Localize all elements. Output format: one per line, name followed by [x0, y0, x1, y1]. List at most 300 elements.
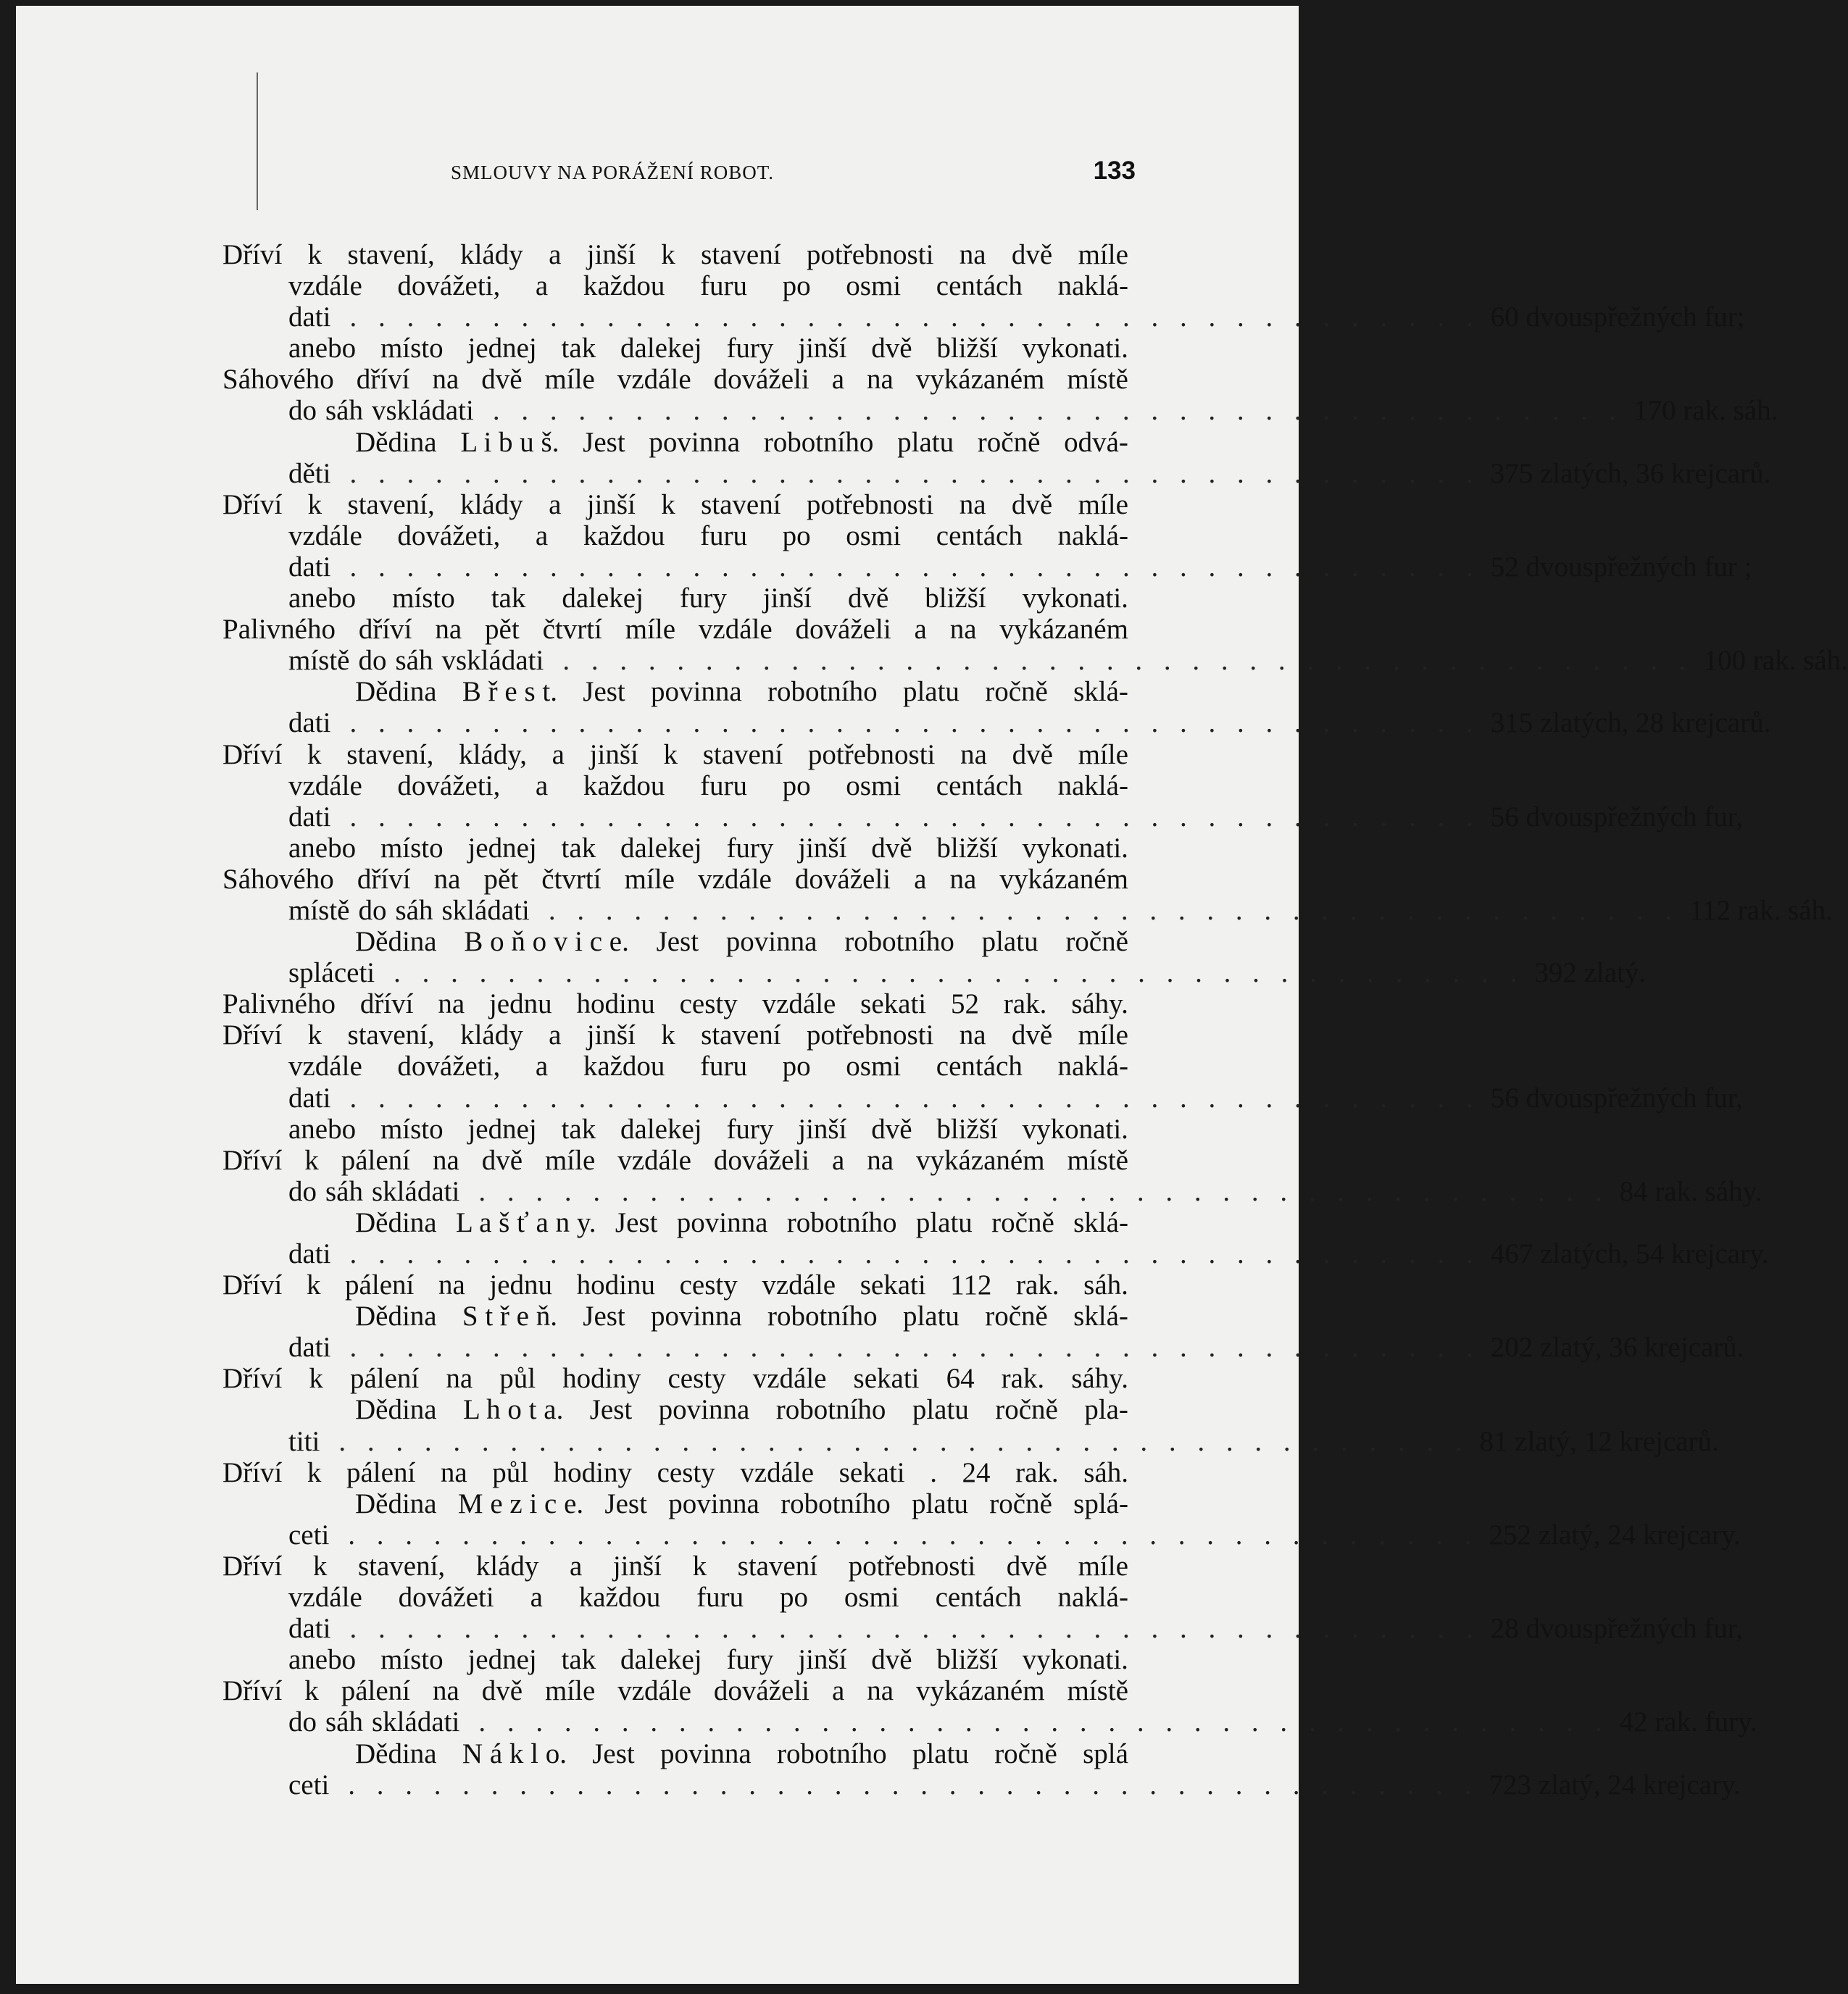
word: B o ň o v i c e. [464, 926, 629, 958]
word: a [831, 364, 845, 396]
word: ročně [985, 1301, 1048, 1332]
word: povinna [651, 1301, 742, 1332]
line-amount: 467 zlatých, 54 krejcary. [1490, 1238, 1769, 1269]
word: jednej [467, 333, 537, 364]
text-line [222, 1738, 1128, 1769]
word: skládati [441, 894, 530, 926]
word: na [435, 614, 462, 646]
word: půl [492, 1456, 529, 1488]
word: půl [499, 1363, 536, 1395]
dot-leader: . . . . . . . . . . . . . . . . . . . . . . . . . . . . . . . . . . . . . . . . [349, 1238, 1481, 1269]
word: dvě [481, 1675, 523, 1707]
word: na [867, 1675, 894, 1707]
word: tak [561, 333, 596, 364]
word: sekati [860, 988, 927, 1020]
word: S t ř e ň. [462, 1301, 557, 1332]
text-line [222, 1582, 1128, 1613]
word: Jest [592, 1738, 635, 1769]
word: k [306, 1269, 321, 1301]
word: Jest [615, 1206, 658, 1238]
word: centách [936, 520, 1023, 551]
word: po [782, 769, 811, 801]
word: pět [483, 863, 519, 895]
dot-leader: . . . . . . . . . . . . . . . . . . . . . . . . . . . . . . . . . . . . . . . . [478, 1706, 1610, 1738]
word: hodinu [576, 988, 655, 1020]
word: Dříví [222, 1456, 283, 1488]
word: klády [460, 1019, 523, 1051]
word: k [307, 1019, 322, 1051]
word: 24 [962, 1456, 991, 1488]
word: dováželi [794, 863, 891, 895]
line-amount: 315 zlatých, 28 krejcarů. [1490, 707, 1771, 739]
word: a [530, 1582, 543, 1614]
word: anebo [288, 1113, 357, 1145]
text-line [222, 1238, 1769, 1269]
word: ročně [991, 1206, 1054, 1238]
word: jednej [467, 1644, 537, 1676]
word: dalekej [620, 832, 702, 864]
word: stavení [702, 738, 783, 770]
word: pět [485, 614, 520, 646]
word: jinší [586, 1019, 636, 1051]
word: platu [897, 426, 954, 458]
text-line [222, 1051, 1128, 1082]
word: míle [1078, 1019, 1128, 1051]
word: po [782, 270, 811, 302]
text-line [222, 551, 1752, 583]
word: Dříví [222, 488, 283, 520]
word: sekati [860, 1269, 926, 1301]
word: dati [288, 1238, 331, 1269]
text-line [222, 270, 1128, 301]
word: na [440, 1456, 467, 1488]
word: jinší [798, 1113, 847, 1145]
word: dvě [871, 333, 912, 364]
word: anebo [288, 333, 357, 364]
word: dati [288, 301, 331, 333]
word: dvě [871, 1644, 912, 1676]
word: jednu [489, 1269, 553, 1301]
word: naklá- [1057, 769, 1128, 801]
word: k [661, 1019, 675, 1051]
word: 112 [950, 1269, 992, 1301]
word: k [663, 738, 678, 770]
word: místě [1067, 1144, 1128, 1176]
word: povinna [658, 1394, 750, 1426]
word: bližší [925, 583, 986, 614]
word: naklá- [1057, 1051, 1128, 1082]
word: naklá- [1057, 1582, 1128, 1614]
text-line [222, 833, 1128, 864]
word: hodiny [562, 1363, 641, 1395]
word: vzdále [288, 769, 362, 801]
word: osmi [846, 520, 902, 551]
word: cesty [657, 1456, 715, 1488]
word: odvá- [1064, 426, 1128, 458]
word: platu [981, 926, 1039, 958]
word: místě [1067, 364, 1128, 396]
word: k [661, 239, 675, 270]
word: na [867, 364, 894, 396]
word: . [930, 1456, 937, 1488]
word: vykázaném [999, 614, 1128, 646]
text-line [222, 489, 1128, 520]
word: k [307, 239, 322, 270]
dot-leader: . . . . . . . . . . . . . . . . . . . . . . . . . . . . . . . . . . . . . . . . [394, 957, 1525, 989]
text-line [222, 1613, 1743, 1645]
word: a [549, 239, 562, 270]
word: centách [936, 270, 1023, 302]
word: fury [726, 832, 774, 864]
word: pálení [346, 1456, 416, 1488]
text-line [222, 1457, 1128, 1488]
word: M e z i c e. [457, 1488, 584, 1519]
word: L a š ť a n y. [455, 1206, 596, 1238]
word: anebo [288, 583, 357, 614]
word: dvě [1012, 738, 1053, 770]
word: a [535, 270, 549, 302]
running-header [451, 157, 1136, 185]
word: naklá- [1057, 270, 1128, 302]
word: furu [700, 769, 748, 801]
word: k [661, 488, 675, 520]
word: osmi [846, 270, 902, 302]
word: Dědina [355, 1394, 437, 1426]
word: vskládati [441, 645, 544, 677]
text-line [222, 301, 1745, 333]
word: každou [578, 1582, 661, 1614]
text-line [222, 676, 1128, 707]
word: sáhy. [1071, 988, 1128, 1020]
word: do [358, 894, 387, 926]
word: do [288, 395, 317, 427]
word: sáhy. [1071, 1363, 1128, 1395]
word: Dříví [222, 1363, 283, 1395]
text-line [222, 1425, 1719, 1457]
word: na [959, 1019, 986, 1051]
word: dováželi [713, 364, 809, 396]
word: sáh [395, 894, 433, 926]
word: míle [544, 1144, 596, 1176]
word: k [307, 738, 322, 770]
word: bližší [936, 1113, 998, 1145]
word: rak. [1001, 1363, 1045, 1395]
word: 64 [946, 1363, 975, 1395]
word: dovážeti, [397, 520, 501, 551]
word: potřebnosti [806, 239, 934, 270]
page-text [222, 239, 1848, 1801]
word: sklá- [1073, 1301, 1128, 1332]
word: a [831, 1144, 845, 1176]
word: dříví [358, 614, 412, 646]
word: jednu [488, 988, 552, 1020]
word: potřebnosti [807, 738, 936, 770]
word: sklá- [1073, 1206, 1128, 1238]
text-line [222, 770, 1128, 801]
word: centách [935, 1582, 1022, 1614]
word: vykonati. [1022, 832, 1128, 864]
word: Jest [656, 926, 699, 958]
word: robotního [763, 426, 874, 458]
word: robotního [776, 1738, 887, 1769]
word: ročně [989, 1488, 1052, 1519]
word: cesty [679, 988, 738, 1020]
line-amount: 375 zlatých, 36 krejcarů. [1490, 457, 1771, 489]
word: dati [288, 1332, 331, 1364]
word: dříví [357, 863, 411, 895]
word: platu [902, 676, 960, 708]
word: sáh. [1083, 1456, 1128, 1488]
word: Jest [589, 1394, 633, 1426]
text-line [222, 988, 1128, 1019]
word: pla- [1084, 1394, 1128, 1426]
text-line [222, 1269, 1128, 1301]
word: pálení [345, 1269, 415, 1301]
text-line [222, 1175, 1762, 1207]
word: dalekej [620, 1644, 702, 1676]
word: Dříví [222, 1269, 283, 1301]
word: na [959, 488, 986, 520]
dot-leader: . . . . . . . . . . . . . . . . . . . . . . . . . . . . . . . . . . . . . . . . [349, 707, 1481, 739]
text-line [222, 864, 1128, 895]
word: povinna [660, 1738, 752, 1769]
word: na [960, 738, 987, 770]
word: vzdále [740, 1456, 815, 1488]
word: na [867, 1144, 894, 1176]
word: jinší [586, 488, 636, 520]
word: sáh [325, 395, 363, 427]
word: vzdále [288, 1582, 362, 1614]
word: klády [475, 1550, 539, 1582]
word: klády [460, 488, 523, 520]
word: a [552, 738, 565, 770]
word: vzdále [288, 1051, 362, 1082]
word: jinší [589, 738, 638, 770]
word: do [288, 1706, 317, 1738]
word: rak. [1015, 1456, 1059, 1488]
word: ročně [995, 1394, 1058, 1426]
dot-leader: . . . . . . . . . . . . . . . . . . . . . . . . . . . . . . . . . . . . . . . . [349, 801, 1481, 833]
word: platu [912, 1738, 969, 1769]
word: dováželi [795, 614, 891, 646]
text-line [222, 1332, 1744, 1364]
text-line [222, 801, 1743, 833]
line-amount: 723 zlatý, 24 krejcary. [1489, 1769, 1741, 1801]
word: děti [288, 457, 331, 489]
word: Dědina [355, 1488, 437, 1519]
line-amount: 81 zlatý, 12 krejcarů. [1479, 1425, 1719, 1457]
word: furu [700, 520, 748, 551]
word: Sáhového [222, 364, 334, 396]
word: Dědina [355, 1206, 437, 1238]
text-line [222, 239, 1128, 270]
word: rak. [1015, 1269, 1060, 1301]
word: anebo [288, 832, 357, 864]
word: furu [700, 270, 748, 302]
word: vzdále [762, 988, 836, 1020]
word: robotního [775, 1394, 886, 1426]
word: Jest [604, 1488, 647, 1519]
word: ročně [985, 676, 1048, 708]
text-line [222, 1207, 1128, 1238]
word: stavení [737, 1550, 818, 1582]
dot-leader: . . . . . . . . . . . . . . . . . . . . . . . . . . . . . . . . . . . . . . . . [548, 894, 1680, 926]
word: čtvrtí [541, 863, 602, 895]
word: platu [912, 1394, 969, 1426]
word: dati [288, 1613, 331, 1645]
word: vzdále [617, 364, 691, 396]
word: ročně [977, 426, 1041, 458]
word: na [432, 1675, 459, 1707]
word: do [288, 1175, 317, 1207]
word: sáh [395, 645, 433, 677]
word: Jest [583, 426, 625, 458]
word: stavení [701, 239, 781, 270]
word: dvě [1011, 488, 1053, 520]
dot-leader: . . . . . . . . . . . . . . . . . . . . . . . . . . . . . . . . . . . . . . . . [348, 1519, 1479, 1551]
word: dříví [356, 364, 410, 396]
word: po [782, 1051, 811, 1082]
word: L i b u š. [460, 426, 559, 458]
word: centách [936, 1051, 1023, 1082]
text-line [222, 739, 1128, 770]
word: stavení, [347, 1019, 435, 1051]
line-amount: 170 rak. sáh. [1633, 395, 1778, 427]
word: dovážeti [398, 1582, 494, 1614]
text-line [222, 333, 1128, 364]
word: sáh [325, 1706, 363, 1738]
word: platu [902, 1301, 960, 1332]
word: na [438, 1269, 465, 1301]
word: vskládati [372, 395, 474, 427]
word: Dědina [355, 1738, 437, 1769]
word: místo [380, 333, 444, 364]
word: na [433, 863, 461, 895]
word: každou [583, 520, 665, 551]
word: Dříví [222, 738, 283, 770]
text-line [222, 1114, 1128, 1145]
word: fury [726, 1113, 774, 1145]
word: a [569, 1550, 583, 1582]
word: povinna [725, 926, 817, 958]
word: vykonati. [1022, 333, 1128, 364]
word: vykázaném [999, 863, 1128, 895]
line-amount: 202 zlatý, 36 krejcarů. [1490, 1332, 1744, 1364]
word: čtvrtí [542, 614, 602, 646]
word: Dříví [222, 239, 283, 270]
word: na [949, 614, 977, 646]
word: k [304, 1144, 319, 1176]
word: N á k l o. [462, 1738, 567, 1769]
word: cesty [679, 1269, 738, 1301]
word: vykázaném [915, 1675, 1045, 1707]
word: na [432, 364, 459, 396]
word: dvě [481, 1144, 523, 1176]
word: Dříví [222, 1144, 283, 1176]
line-amount: 252 zlatý, 24 krejcary. [1489, 1519, 1741, 1551]
word: bližší [936, 832, 998, 864]
word: a [914, 863, 927, 895]
word: titi [288, 1425, 320, 1457]
word: povinna [651, 676, 742, 708]
word: stavení, [347, 488, 435, 520]
word: a [535, 520, 549, 551]
word: a [535, 1051, 549, 1082]
word: míle [1078, 488, 1128, 520]
word: míle [625, 614, 676, 646]
word: Dědina [355, 676, 437, 708]
running-title: SMLOUVY NA PORÁŽENÍ ROBOT. [451, 162, 775, 183]
word: každou [583, 1051, 665, 1082]
word: a [549, 1019, 562, 1051]
word: robotního [781, 1488, 891, 1519]
dot-leader: . . . . . . . . . . . . . . . . . . . . . . . . . . . . . . . . . . . . . . . . [349, 551, 1481, 583]
word: tak [491, 583, 526, 614]
word: hodinu [576, 1269, 655, 1301]
word: dati [288, 551, 331, 583]
word: stavení, [357, 1550, 446, 1582]
text-line [222, 1394, 1128, 1425]
text-line [222, 364, 1128, 395]
word: stavení [701, 488, 781, 520]
word: cesty [667, 1363, 726, 1395]
text-line [222, 1301, 1128, 1332]
word: dati [288, 801, 331, 833]
word: ročně [1065, 926, 1128, 958]
word: platu [915, 1206, 973, 1238]
word: k [307, 488, 322, 520]
text-line [222, 1082, 1743, 1114]
dot-leader: . . . . . . . . . . . . . . . . . . . . . . . . . . . . . . . . . . . . . . . . [349, 1082, 1481, 1114]
word: Dříví [222, 1675, 283, 1707]
word: místě [288, 894, 350, 926]
word: klády [460, 239, 523, 270]
word: k [692, 1550, 707, 1582]
word: 52 [950, 988, 979, 1020]
book-page [16, 6, 1848, 1984]
word: k [304, 1675, 319, 1707]
word: ročně [994, 1738, 1057, 1769]
word: Dědina [355, 1301, 437, 1332]
word: místo [380, 1113, 444, 1145]
word: stavení, [346, 738, 434, 770]
word: a [831, 1675, 845, 1707]
word: na [446, 1363, 473, 1395]
word: dvě [871, 1113, 912, 1145]
word: potřebnosti [806, 488, 934, 520]
word: Jest [583, 676, 625, 708]
word: míle [624, 863, 675, 895]
word: vykonati. [1022, 583, 1128, 614]
word: na [432, 1144, 459, 1176]
word: potřebnosti [848, 1550, 976, 1582]
word: sekati [853, 1363, 920, 1395]
word: stavení, [347, 239, 435, 270]
word: robotního [844, 926, 954, 958]
word: míle [1078, 738, 1128, 770]
word: tak [561, 832, 596, 864]
word: furu [696, 1582, 744, 1614]
word: sekati [838, 1456, 905, 1488]
word: jinší [762, 583, 812, 614]
word: osmi [844, 1582, 899, 1614]
word: k [309, 1363, 323, 1395]
line-amount: 100 rak. sáh. [1703, 645, 1848, 677]
word: sáh [325, 1175, 363, 1207]
word: dalekej [620, 1113, 702, 1145]
word: sáh. [1083, 1269, 1128, 1301]
word: každou [583, 769, 665, 801]
